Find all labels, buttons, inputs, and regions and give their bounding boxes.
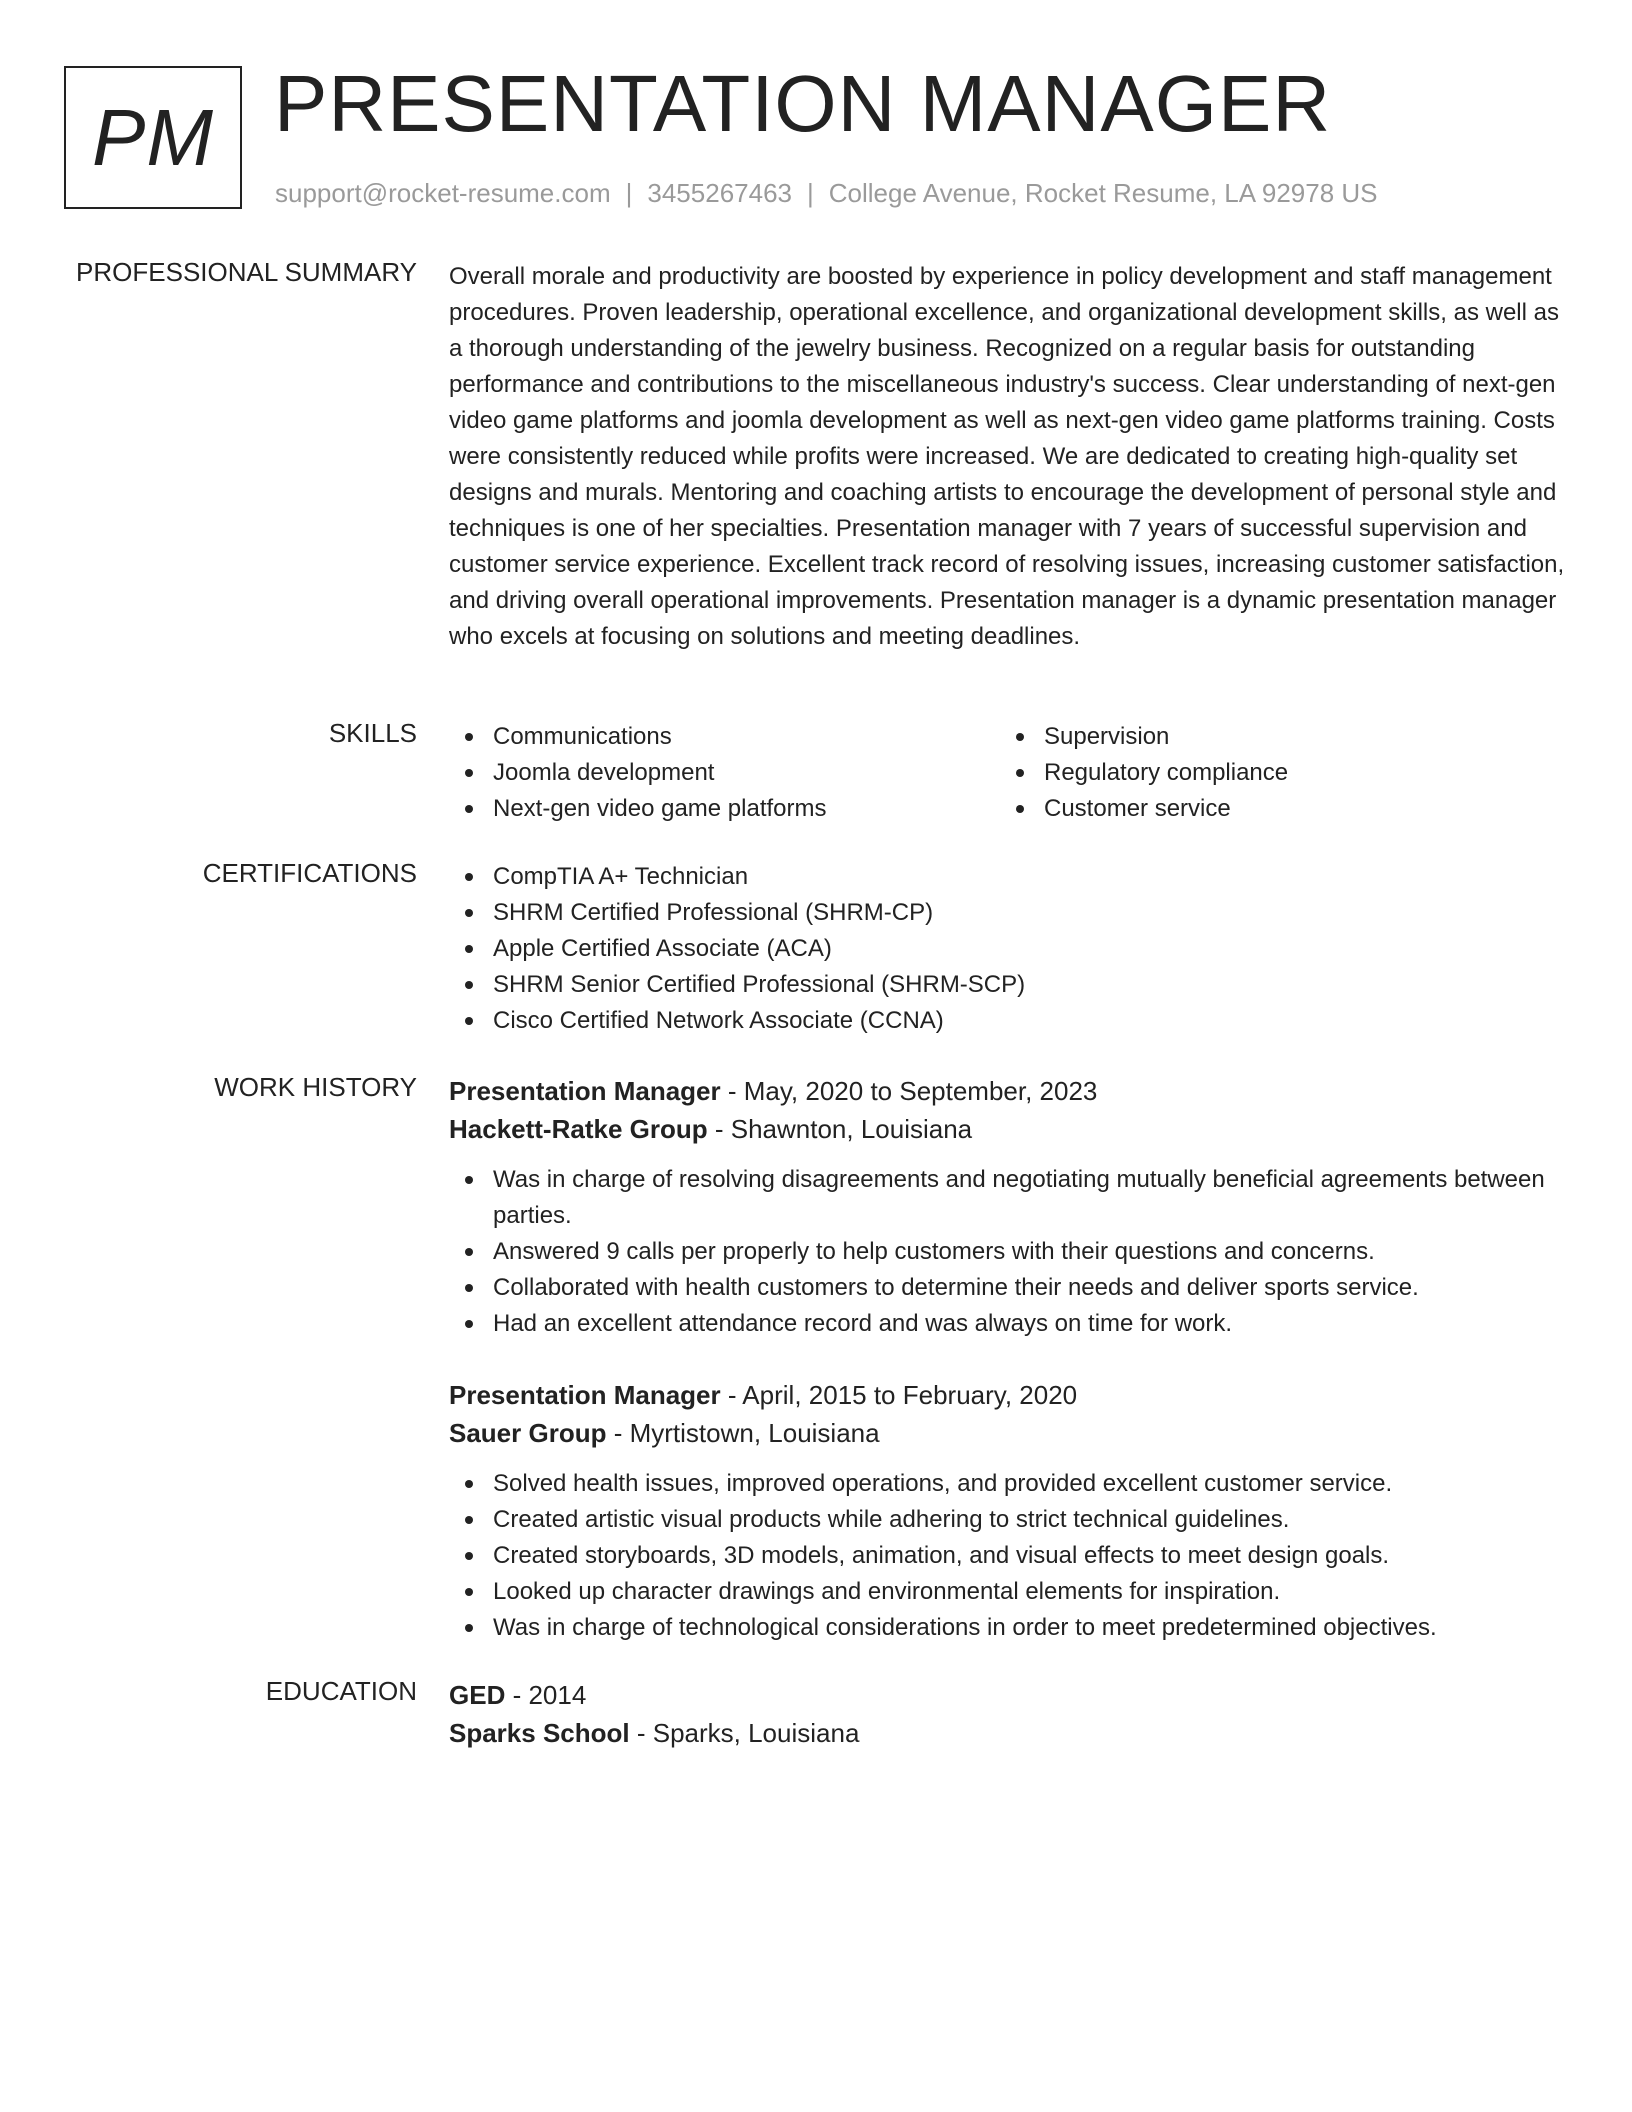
list-item: Was in charge of resolving disagreements and negotiating mutually beneficial agreements between parties. [449,1162,1569,1234]
list-item: Looked up character drawings and environmental elements for inspiration. [449,1574,1569,1610]
list-item: Had an excellent attendance record and was always on time for work. [449,1306,1569,1342]
summary-heading: PROFESSIONAL SUMMARY [76,257,417,287]
list-item: Was in charge of technological considerations in order to meet predetermined objectives. [449,1610,1569,1646]
list-item: Answered 9 calls per properly to help customers with their questions and concerns. [449,1234,1569,1270]
list-item: Supervision [1000,719,1551,755]
education-location: - Sparks, Louisiana [629,1718,860,1748]
job-dates: - May, 2020 to September, 2023 [720,1076,1098,1106]
job-location: - Myrtistown, Louisiana [606,1418,880,1448]
list-item: SHRM Senior Certified Professional (SHRM-SCP) [449,967,1569,1003]
candidate-name: PRESENTATION MANAGER [274,59,1332,148]
job-entry [449,1072,1569,1342]
job-dates: - April, 2015 to February, 2020 [720,1380,1078,1410]
education-school: Sparks School [449,1718,630,1748]
list-item: Apple Certified Associate (ACA) [449,931,1569,967]
education-degree-line [449,1676,1569,1714]
job-title: Presentation Manager [449,1076,721,1106]
skills-heading: SKILLS [328,718,417,748]
list-item: Communications [449,719,1000,755]
summary-text: Overall morale and productivity are boosted by experience in policy development and staff management procedures. Proven leadership, operational excellence, and organizational development skills, as well as a thorough understanding of the jewelry business. Recognized on a regular basis for outstanding performance and contributions to the miscellaneous industry's success. Clear understanding of next-gen video game platforms and joomla development as well as next-gen video game platforms training. Costs were consistently reduced while profits were increased. We are dedicated to creating high-quality set designs and murals. Mentoring and coaching artists to encourage the development of personal style and techniques is one of her specialties. Presentation manager with 7 years of successful supervision and customer service experience. Excellent track record of resolving issues, increasing customer satisfaction, and driving overall operational improvements. Presentation manager is a dynamic presentation manager who excels at focusing on solutions and meeting deadlines. [449,263,1565,650]
education-school-line [449,1714,1569,1752]
list-item: SHRM Certified Professional (SHRM-CP) [449,895,1569,931]
list-item: Created storyboards, 3D models, animation, and visual effects to meet design goals. [449,1538,1569,1574]
list-item: Cisco Certified Network Associate (CCNA) [449,1003,1569,1039]
list-item: Solved health issues, improved operations, and provided excellent customer service. [449,1466,1569,1502]
contact-separator: | [625,178,633,208]
list-item: Customer service [1000,791,1551,827]
list-item: Collaborated with health customers to determine their needs and deliver sports service. [449,1270,1569,1306]
list-item: Created artistic visual products while adhering to strict technical guidelines. [449,1502,1569,1538]
job-title-line [449,1376,1569,1414]
contact-phone: 3455267463 [647,178,792,208]
job-company: Sauer Group [449,1418,607,1448]
work-history-heading: WORK HISTORY [214,1072,417,1102]
list-item: Next-gen video game platforms [449,791,1000,827]
skills-columns [449,719,1569,827]
monogram-badge: PM [64,66,242,209]
certifications-list [449,859,1569,1039]
skills-list-left [449,719,1000,827]
contact-address: College Avenue, Rocket Resume, LA 92978 US [828,178,1378,208]
list-item: CompTIA A+ Technician [449,859,1569,895]
list-item: Regulatory compliance [1000,755,1551,791]
contact-email: support@rocket-resume.com [275,178,611,208]
job-bullets [449,1466,1569,1646]
list-item: Joomla development [449,755,1000,791]
education-year: - 2014 [505,1680,587,1710]
job-title: Presentation Manager [449,1380,721,1410]
job-location: - Shawnton, Louisiana [707,1114,973,1144]
contact-separator: | [807,178,814,208]
job-entry [449,1376,1569,1646]
job-bullets [449,1162,1569,1342]
certifications-heading: CERTIFICATIONS [202,858,417,888]
skills-list-right [1000,719,1551,827]
education-degree: GED [449,1680,506,1710]
job-company-line [449,1414,1569,1452]
job-company: Hackett-Ratke Group [449,1114,708,1144]
education-heading: EDUCATION [265,1676,417,1706]
resume-header [64,59,1564,211]
job-company-line [449,1110,1569,1148]
job-title-line [449,1072,1569,1110]
contact-line [275,178,1378,209]
